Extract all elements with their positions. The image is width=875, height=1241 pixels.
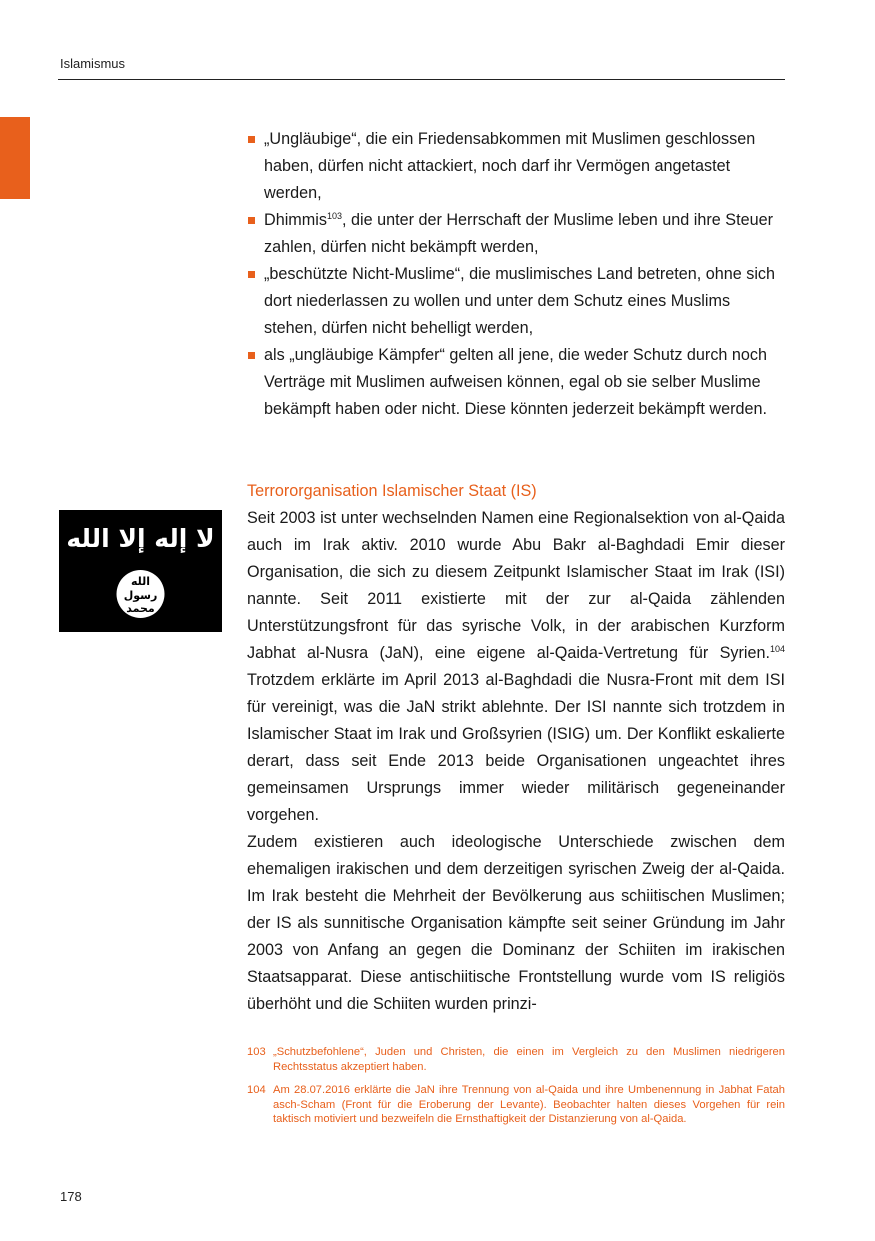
- list-item: „beschützte Nicht-Muslime“, die muslimisches Land betreten, ohne sich dort niederlassen zu wollen und unter dem Schutz eines Muslims stehen, dürfen nicht behelligt werden,: [247, 261, 787, 342]
- flag-graphic: [59, 510, 222, 632]
- flag-seal-line3: محمد: [126, 602, 155, 615]
- bullet-list: [247, 126, 787, 423]
- flag-seal-line2: رسول: [123, 589, 158, 602]
- page-number: 178: [60, 1189, 82, 1204]
- running-header: Islamismus: [60, 56, 126, 71]
- footnote: [247, 1083, 785, 1127]
- flag-seal-line1: الله: [130, 575, 151, 588]
- list-item: als „ungläubige Kämpfer“ gelten all jene, die weder Schutz durch noch Verträge mit Muslimen aufweisen können, egal ob sie selber Muslime bekämpft haben oder nicht. Diese könnten jederzeit bekämpft werden.: [247, 342, 787, 423]
- list-item: Dhimmis$^{103}$, die unter der Herrschaft der Muslime leben und ihre Steuer zahlen, dürfen nicht bekämpft werden,: [247, 207, 787, 261]
- footnote-number: 104: [247, 1084, 266, 1097]
- footnote: [247, 1045, 785, 1074]
- body-paragraph: Seit 2003 ist unter wechselnden Namen eine Regionalsektion von al-Qaida auch im Irak aktiv. 2010 wurde Abu Bakr al-Baghdadi Emir dieser Organisation, die sich zu diesem Zeitpunkt Islamischer Staat im Irak (ISI) nannte. Seit 2011 existierte mit der zur al-Qaida zählenden Unterstützungsfront für das syrische Volk, in der arabischen Kurzform Jabhat al-Nusra (JaN), eine eigene al-Qaida-Vertretung für Syrien.$^{104}$ Trotzdem erklärte im April 2013 al-Baghdadi die Nusra-Front mit dem ISI für vereinigt, was die JaN strikt ablehnte. Der ISI nannte sich trotzdem in Islamischer Staat im Irak und Großsyrien (ISIG) um. Der Konflikt eskalierte derart, dass seit Ende 2013 beide Organisationen ungeachtet ihres gemeinsamen Ursprungs immer wieder militärisch gegeneinander vorgehen.: [247, 509, 785, 824]
- list-item: „Ungläubige“, die ein Friedensabkommen mit Muslimen geschlossen haben, dürfen nicht attackiert, noch darf ihr Vermögen angetastet werden,: [247, 126, 787, 207]
- footnote-ref: 103: [326, 211, 342, 221]
- section-body: [247, 505, 785, 1018]
- header-rule: [58, 79, 785, 80]
- footnote-number: 103: [247, 1046, 266, 1058]
- chapter-tab-marker: [0, 117, 30, 199]
- footnotes: [247, 1045, 785, 1136]
- footnote-text: Am 28.07.2016 erklärte die JaN ihre Trennung von al-Qaida und ihre Umbenennung in Jabhat Fatah asch-Scham (Front für die Eroberung der Levante). Beobachter halten dieses Vorgehen für rein taktisch motiviert und bezweifeln die Ernsthaftigkeit der Distanzierung von al-Qaida.: [273, 1084, 785, 1126]
- flag-top-text: لا إله إلا الله: [66, 524, 215, 553]
- section-heading: Terrororganisation Islamischer Staat (IS): [247, 482, 537, 500]
- footnote-ref: 104: [769, 644, 785, 654]
- body-paragraph: Zudem existieren auch ideologische Unterschiede zwischen dem ehemaligen irakischen und dem derzeitigen syrischen Zweig der al-Qaida. Im Irak besteht die Mehrheit der Bevölkerung aus schiitischen Muslimen; der IS als sunnitische Organisation kämpfte seit seiner Gründung im Jahr 2003 von Anfang an gegen die Dominanz der Schiiten im irakischen Staatsapparat. Diese antischiitische Frontstellung wurde vom IS religiös überhöht und die Schiiten wurden prinzi-: [247, 833, 785, 1013]
- footnote-text: „Schutzbefohlene“, Juden und Christen, die einen im Vergleich zu den Muslimen niedrigeren Rechtsstatus akzeptiert haben.: [273, 1046, 785, 1073]
- is-flag-image: [59, 510, 222, 632]
